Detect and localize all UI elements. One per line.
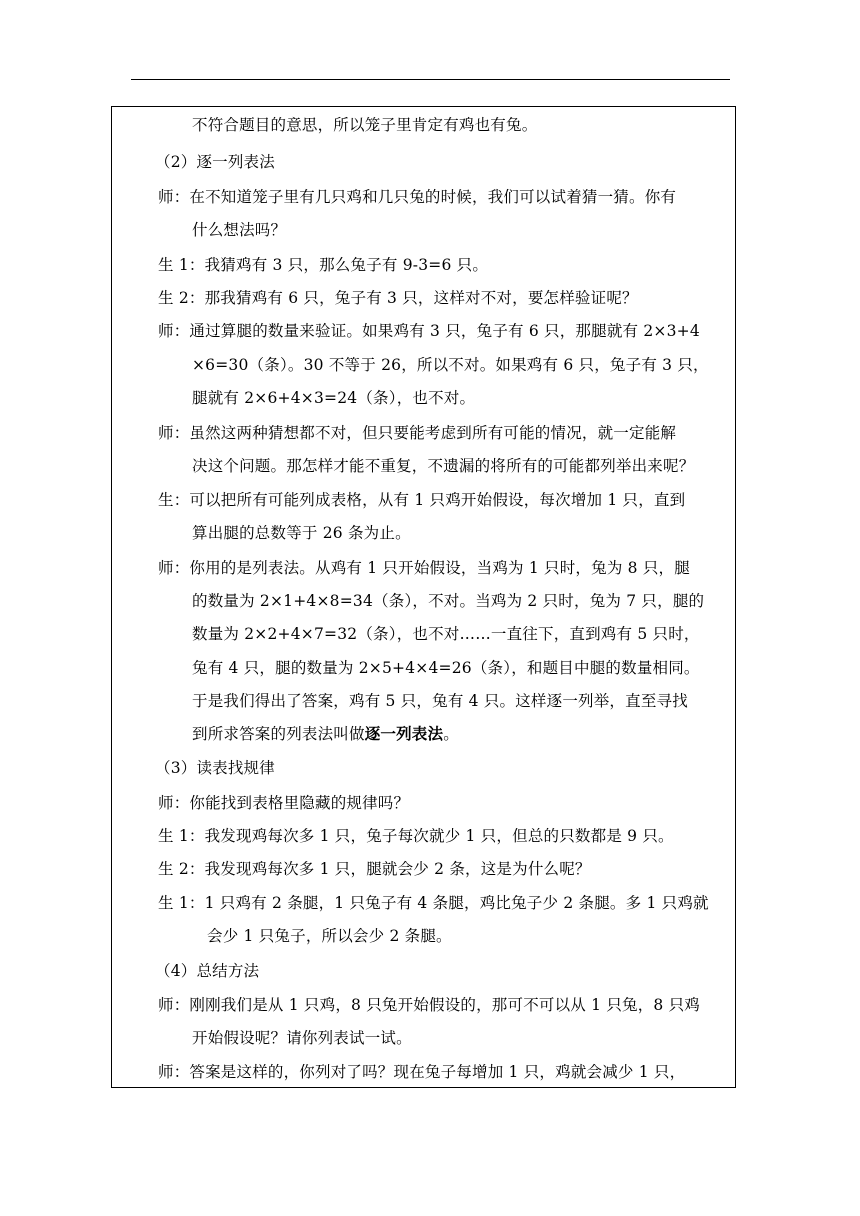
text-line: 生 2：那我猜鸡有 6 只，兔子有 3 只，这样对不对，要怎样验证呢？ [158, 289, 638, 307]
text-line: 兔有 4 只，腿的数量为 2×5+4×4=26（条），和题目中腿的数量相同。 [192, 659, 700, 677]
text-line: 生 1：我发现鸡每次多 1 只，兔子每次就少 1 只，但总的只数都是 9 只。 [158, 827, 674, 845]
text-line: 的数量为 2×1+4×8=34（条），不对。当鸡为 2 只时，兔为 7 只，腿的 [192, 592, 705, 610]
text-line: 生 2：我发现鸡每次多 1 只，腿就会少 2 条，这是为什么呢？ [158, 860, 591, 878]
section-heading: （4）总结方法 [155, 962, 260, 980]
content-frame [111, 106, 736, 1088]
section-heading: （2）逐一列表法 [155, 153, 275, 171]
text-line: 生 1：1 只鸡有 2 条腿，1 只兔子有 4 条腿，鸡比兔子少 2 条腿。多 1 只鸡就 [158, 894, 709, 912]
text-line-lead: 到所求答案的列表法叫做 [192, 725, 365, 743]
bold-term: 逐一列表法 [364, 724, 444, 743]
text-line: 不符合题目的意思，所以笼子里肯定有鸡也有兔。 [192, 116, 538, 134]
text-line: 于是我们得出了答案，鸡有 5 只，兔有 4 只。这样逐一列举，直至寻找 [192, 692, 688, 710]
text-line: 生：可以把所有可能列成表格，从有 1 只鸡开始假设，每次增加 1 只，直到 [158, 491, 686, 509]
text-line-tail: 。 [443, 725, 459, 743]
text-line: 数量为 2×2+4×7=32（条），也不对……一直往下，直到鸡有 5 只时， [192, 625, 700, 643]
text-line: 决这个问题。那怎样才能不重复，不遗漏的将所有的可能都列举出来呢？ [192, 457, 695, 475]
text-line: 开始假设呢？请你列表试一试。 [192, 1029, 412, 1047]
text-line: 师：你能找到表格里隐藏的规律吗？ [158, 794, 410, 812]
header-rule [131, 79, 730, 80]
text-line: 会少 1 只兔子，所以会少 2 条腿。 [207, 927, 452, 945]
text-line: 师：刚刚我们是从 1 只鸡，8 只兔开始假设的，那可不可以从 1 只兔，8 只鸡 [158, 996, 701, 1014]
text-line: 师：答案是这样的，你列对了吗？现在兔子每增加 1 只，鸡就会减少 1 只， [158, 1063, 686, 1081]
text-line: 腿就有 2×6+4×3=24（条），也不对。 [192, 389, 476, 407]
text-line: 师：通过算腿的数量来验证。如果鸡有 3 只，兔子有 6 只，那腿就有 2×3+4 [158, 322, 700, 340]
text-line: 算出腿的总数等于 26 条为止。 [192, 524, 411, 542]
text-line: 师：虽然这两种猜想都不对，但只要能考虑到所有可能的情况，就一定能解 [158, 424, 677, 442]
text-line: 什么想法吗？ [192, 221, 287, 239]
text-line [192, 724, 459, 744]
section-heading: （3）读表找规律 [155, 759, 275, 777]
text-line: ×6=30（条）。30 不等于 26，所以不对。如果鸡有 6 只，兔子有 3 只， [192, 356, 709, 374]
text-line: 师：你用的是列表法。从鸡有 1 只开始假设，当鸡为 1 只时，兔为 8 只，腿 [158, 559, 690, 577]
text-line: 生 1：我猜鸡有 3 只，那么兔子有 9-3=6 只。 [158, 256, 489, 274]
text-line: 师：在不知道笼子里有几只鸡和几只兔的时候，我们可以试着猜一猜。你有 [158, 188, 677, 206]
